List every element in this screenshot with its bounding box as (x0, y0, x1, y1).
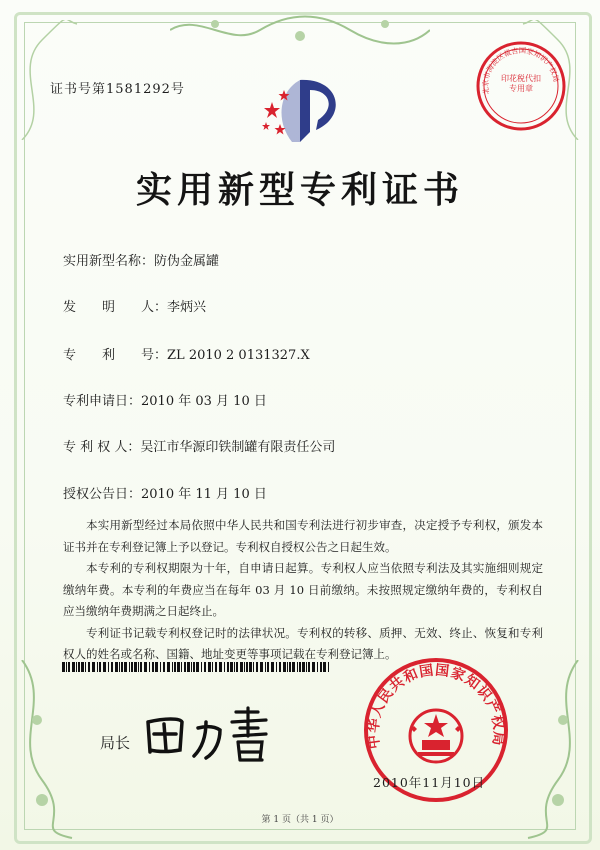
barcode-bar (297, 662, 298, 672)
barcode-bar (308, 662, 310, 672)
barcode-bar (236, 662, 238, 672)
barcode-bar (88, 662, 90, 672)
patent-office-logo (258, 72, 348, 152)
top-vine-ornament (170, 12, 430, 48)
barcode-bar (227, 662, 229, 672)
barcode-bar (317, 662, 318, 672)
field-patentee (63, 436, 335, 455)
barcode-bar (234, 662, 235, 672)
field-application-date (63, 390, 267, 409)
barcode-bar (240, 662, 243, 672)
field-label: 专 利 权 人： (63, 440, 141, 455)
barcode-bar (68, 662, 70, 672)
barcode-bar (92, 662, 95, 672)
barcode-bar (289, 662, 291, 672)
barcode-bar (134, 662, 137, 672)
barcode-bar (149, 662, 150, 672)
field-value: 2010 年 11 月 10 日 (141, 487, 267, 502)
small-seal-ring-text: 北京市海淀区裁吉国家知识产权局 (480, 45, 561, 96)
barcode-bar (152, 662, 154, 672)
barcode-bar (103, 662, 106, 672)
barcode-bar (131, 662, 133, 672)
field-value: 防伪金属罐 (154, 254, 220, 269)
svg-text:中华人民共和国国家知识产权局 (365, 662, 508, 750)
barcode-bar (111, 662, 113, 672)
small-seal-inner-text: 印花税代扣专用章 (501, 74, 541, 93)
body-paragraph-1: 本实用新型经过本局依照中华人民共和国专利法进行初步审查，决定授予专利权，颁发本证书并在专利登记簿上予以登记。专利权自授权公告之日起生效。 (63, 518, 543, 554)
barcode-bar (256, 662, 258, 672)
barcode-bar (312, 662, 315, 672)
barcode-bar (253, 662, 254, 672)
barcode-bar (265, 662, 266, 672)
barcode-bar (163, 662, 165, 672)
barcode-bar (267, 662, 269, 672)
field-utility-model-name (63, 250, 219, 269)
body-paragraph-3: 专利证书记载专利权登记时的法律状况。专利权的转移、质押、无效、终止、恢复和专利权人的姓名或名称、国籍、地址变更等事项记载在专利登记簿上。 (63, 625, 543, 661)
issue-date: 2010年11月10日 (373, 775, 486, 790)
barcode-bar (181, 662, 182, 672)
barcode-bar (155, 662, 158, 672)
field-value: 李炳兴 (167, 300, 207, 315)
field-label: 授权公告日： (63, 487, 142, 502)
barcode-bar (72, 662, 75, 672)
barcode-bar (230, 662, 233, 672)
field-value: ZL 2010 2 0131327.X (167, 348, 310, 363)
field-inventor (63, 296, 206, 315)
barcode-bar (78, 662, 80, 672)
barcode-bar (208, 662, 211, 672)
barcode (62, 662, 332, 672)
barcode-bar (276, 662, 277, 672)
barcode-bar (160, 662, 161, 672)
barcode-bar (140, 662, 142, 672)
field-label: 发 明 人： (63, 300, 168, 315)
field-grant-announcement-date (63, 483, 267, 502)
barcode-bar (323, 662, 326, 672)
tax-stamp-seal (475, 40, 567, 132)
barcode-bar (212, 662, 213, 672)
certificate-title: 实用新型专利证书 (135, 169, 464, 211)
barcode-bar (204, 662, 206, 672)
barcode-bar (144, 662, 147, 672)
barcode-bar (108, 662, 109, 672)
barcode-bar (138, 662, 139, 672)
barcode-bar (124, 662, 127, 672)
barcode-bar (174, 662, 176, 672)
barcode-bar (299, 662, 301, 672)
barcode-bar (196, 662, 199, 672)
barcode-bar (81, 662, 84, 672)
certificate-number: 证书号第1581292号 (50, 82, 185, 97)
barcode-bar (246, 662, 248, 672)
field-label: 专利申请日： (63, 394, 142, 409)
barcode-bar (184, 662, 186, 672)
barcode-bar (193, 662, 195, 672)
field-label: 专 利 号： (63, 348, 168, 363)
barcode-bar (287, 662, 288, 672)
barcode-bar (219, 662, 222, 672)
barcode-bar (119, 662, 120, 672)
barcode-bar (115, 662, 118, 672)
body-paragraph-2: 本专利的专利权期限为十年，自申请日起算。专利权人应当依照专利法及其实施细则规定缴纳年费。本专利的年费应当在每年 03 月 10 日前缴纳。未按照规定缴纳年费的，专利权自应当缴纳年费期满之日起终止。 (63, 561, 543, 618)
barcode-bar (302, 662, 305, 672)
barcode-bar (279, 662, 281, 672)
director-signature (140, 700, 290, 765)
barcode-bar (187, 662, 190, 672)
barcode-bar (249, 662, 252, 672)
barcode-bar (62, 662, 65, 672)
barcode-bar (99, 662, 101, 672)
barcode-bar (85, 662, 86, 672)
barcode-bar (292, 662, 295, 672)
barcode-bar (121, 662, 123, 672)
barcode-bar (66, 662, 67, 672)
field-patent-number (63, 344, 310, 363)
barcode-bar (283, 662, 286, 672)
barcode-bar (172, 662, 173, 672)
barcode-bar (191, 662, 192, 672)
barcode-bar (129, 662, 130, 672)
field-value: 2010 年 03 月 10 日 (141, 394, 267, 409)
barcode-bar (306, 662, 307, 672)
barcode-bar (328, 662, 329, 672)
barcode-bar (76, 662, 77, 672)
big-seal-ring-text: 中华人民共和国国家知识产权局 (365, 662, 507, 750)
page-number: 第 1 页（共 1 页） (261, 815, 339, 825)
certificate-body (63, 515, 543, 666)
field-label: 实用新型名称： (63, 254, 155, 269)
barcode-bar (260, 662, 263, 672)
barcode-bar (320, 662, 322, 672)
director-label: 局长 (100, 734, 131, 752)
field-value: 吴江市华源印铁制罐有限责任公司 (140, 440, 336, 455)
barcode-bar (167, 662, 170, 672)
barcode-bar (177, 662, 180, 672)
barcode-bar (201, 662, 202, 672)
barcode-bar (215, 662, 217, 672)
barcode-bar (244, 662, 245, 672)
barcode-bar (224, 662, 225, 672)
barcode-bar (271, 662, 274, 672)
barcode-bar (97, 662, 98, 672)
